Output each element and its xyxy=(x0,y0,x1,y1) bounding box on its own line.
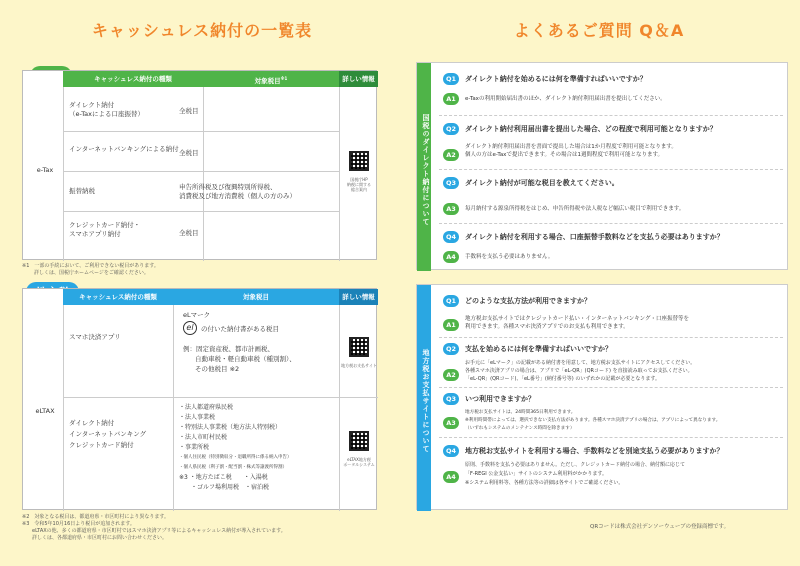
lq2-question: 支払を始めるには何を準備すればいいですか？ xyxy=(465,345,612,353)
row-direct-target: 全税目 xyxy=(179,107,199,115)
direct-payment-band: 国税のダイレクト納付について xyxy=(417,63,431,271)
lq1-question: どのような支払方法が利用できますか？ xyxy=(465,297,591,305)
direct-payment-label: ダイレクト納付 xyxy=(69,419,115,427)
local-pay-site-qr-caption: 地方税お支払サイト xyxy=(341,363,377,368)
q3-badge: Q3 xyxy=(443,177,459,189)
etax-group-label: e-Tax xyxy=(36,166,54,174)
la3-answer: 地方税お支払サイトは、24時間365日利用できます。 ※利用時間帯によっては、選択できない支払方法があります。各種スマホ決済アプリの場合は、アプリによって異なります。 （いずれもシステムのメンテナンス時間を除きます） xyxy=(465,410,721,431)
ib-label: インターネットバンキング xyxy=(69,430,147,438)
local-header-info: 詳しい情報 xyxy=(339,289,378,305)
example-line-2: 自動車税・軽自動車税（種別割）、 xyxy=(195,355,296,363)
lq2-badge: Q2 xyxy=(443,343,459,355)
header-info: 詳しい情報 xyxy=(339,71,378,87)
card-label: クレジットカード納付 xyxy=(69,441,134,449)
cashless-list-title: キャッシュレス納付の一覧表 xyxy=(91,21,313,40)
eltax-portal-qr-caption: eLTAX地方税 ポータルシステム xyxy=(343,457,375,467)
header-target: 対象税目$^{※1}$ xyxy=(203,71,339,87)
la2-badge: A2 xyxy=(443,369,459,381)
row-transfer-target: 申告所得税及び復興特別所得税、 消費税及び地方消費税（個人の方のみ） xyxy=(179,183,296,200)
elmark-label: eLマーク xyxy=(183,311,211,319)
local-pay-site-qr[interactable] xyxy=(349,337,369,357)
cashless-list-section xyxy=(22,14,382,48)
la1-badge: A1 xyxy=(443,319,459,331)
la4-answer: 原則、手数料を支払う必要はありません。ただし、クレジットカード納付の場合、納付額に応じて 「F-REGI 公金支払い」サイトのシステム利用料がかかります。 ※システム利用料等、各種方法等の詳細は各サイトでご確認ください。 xyxy=(465,462,686,486)
local-target-list: ・法人都道府県民税 ・法人事業税 ・特別法人事業税（地方法人特別税） ・法人市町村民税 ・事業所税 ・個人住民税（特別徴収分・退職所得に係る納入申告） ・個人県民税（利子割・配当割・株式等譲渡所得割） ※3 ・地方たばこ税 ・入湯税 ・ゴルフ場利用税 ・宿泊税 xyxy=(179,404,292,491)
national-notes: ※1 一部の手続において、ご利用できない税目があります。 詳しくは、国税庁ホームページをご確認ください。 xyxy=(22,263,159,276)
faq-section xyxy=(410,14,788,48)
nta-qr-code[interactable] xyxy=(349,151,369,171)
la3-badge: A3 xyxy=(443,417,459,429)
a1-answer: e-Taxの利用開始届出書のほか、ダイレクト納付利用届出書を提出してください。 xyxy=(465,96,666,102)
a3-badge: A3 xyxy=(443,203,459,215)
faq-title: よくあるご質問 Q＆A xyxy=(513,21,685,40)
q2-question: ダイレクト納付利用届出書を提出した場合、どの程度で利用可能となりますか？ xyxy=(465,125,717,133)
q4-badge: Q4 xyxy=(443,231,459,243)
qr-trademark-footer: QRコードは株式会社デンソーウェーブの登録商標です。 xyxy=(590,524,730,530)
la2-answer: お手元に「eLマーク」の記載がある納付書を用意して、地方税お支払サイトにアクセスしてください。 各種スマホ決済アプリの場合は、アプリで「eL-QR」(QRコード) を直接読み取ってお支払ください。 「eL-QR」(QRコード)、「eL番号」(納付番号等) のいずれかの記載が必要となります。 xyxy=(465,360,696,382)
local-header-target: 対象税目 xyxy=(173,289,339,305)
direct-payment-faq xyxy=(416,62,788,270)
a2-badge: A2 xyxy=(443,149,459,161)
lq3-question: いつ利用できますか？ xyxy=(465,395,535,403)
a4-badge: A4 xyxy=(443,251,459,263)
row-ib-target: 全税目 xyxy=(179,149,199,157)
q3-question: ダイレクト納付が可能な税目を教えてください。 xyxy=(465,179,619,187)
row-card-target: 全税目 xyxy=(179,229,199,237)
q1-badge: Q1 xyxy=(443,73,459,85)
a4-answer: 手数料を支払う必要はありません。 xyxy=(465,254,554,260)
lq4-badge: Q4 xyxy=(443,445,459,457)
row-ib-payment: インターネットバンキングによる納付 xyxy=(69,145,179,153)
la1-answer: 地方税お支払サイトではクレジットカード払い・インターネットバンキング・口座振替等を 利用できます。各種スマホ決済アプリでのお支払も利用できます。 xyxy=(465,316,690,330)
eltax-group-label: eLTAX xyxy=(35,407,55,415)
lq3-badge: Q3 xyxy=(443,393,459,405)
local-tax-table xyxy=(22,288,377,510)
local-payment-band: 地方税お支払サイトについて xyxy=(417,285,431,511)
elmark-icon: el xyxy=(183,321,197,335)
national-tax-table xyxy=(22,70,377,260)
smartphone-app-label: スマホ決済アプリ xyxy=(69,333,121,341)
lq4-question: 地方税お支払サイトを利用する場合、手数料などを別途支払う必要がありますか？ xyxy=(465,447,724,455)
a3-answer: 毎月納付する源泉所得税をはじめ、申告所得税や法人税など幅広い税目で利用できます。 xyxy=(465,206,685,212)
a1-badge: A1 xyxy=(443,93,459,105)
local-payment-faq xyxy=(416,284,788,510)
row-direct-payment: ダイレクト納付 （e-Taxによる口座振替） xyxy=(69,101,144,118)
elmark-desc: の付いた納付書がある税目 xyxy=(201,325,279,333)
nta-qr-caption: 国税庁HP 納税に関する 総合案内 xyxy=(347,177,371,192)
a2-answer: ダイレクト納付利用届出書を書面で提出した場合は1か月程度で利用可能となります。 個人の方はe-Taxで提出できます。その場合は1週間程度で利用可能となります。 xyxy=(465,144,677,158)
la4-badge: A4 xyxy=(443,471,459,483)
q1-question: ダイレクト納付を始めるには何を準備すればいいですか？ xyxy=(465,75,647,83)
lq1-badge: Q1 xyxy=(443,295,459,307)
row-transfer-payment: 振替納税 xyxy=(69,187,95,195)
local-header-type: キャッシュレス納付の種類 xyxy=(63,289,173,305)
example-line-1: 例：固定資産税、都市計画税、 xyxy=(183,345,274,353)
q4-question: ダイレクト納付を利用する場合、口座振替手数料などを支払う必要はありますか？ xyxy=(465,233,724,241)
row-card-payment: クレジットカード納付・ スマホアプリ納付 xyxy=(69,221,141,238)
header-type: キャッシュレス納付の種類 xyxy=(63,71,203,87)
example-line-3: その他税目 ※2 xyxy=(195,365,240,373)
q2-badge: Q2 xyxy=(443,123,459,135)
local-notes: ※2 対象となる税目は、都道府県・市区町村により異なります。 ※3 令和5年10月16日より税目が追加されます。 eLTAXの他、多くの都道府県・市区町村ではスマホ決済アプリ等によるキャッシュレス納付が導入されています。 詳しくは、各都道府県・市区町村にお問い合わせください。 xyxy=(22,514,286,541)
eltax-portal-qr[interactable] xyxy=(349,431,369,451)
